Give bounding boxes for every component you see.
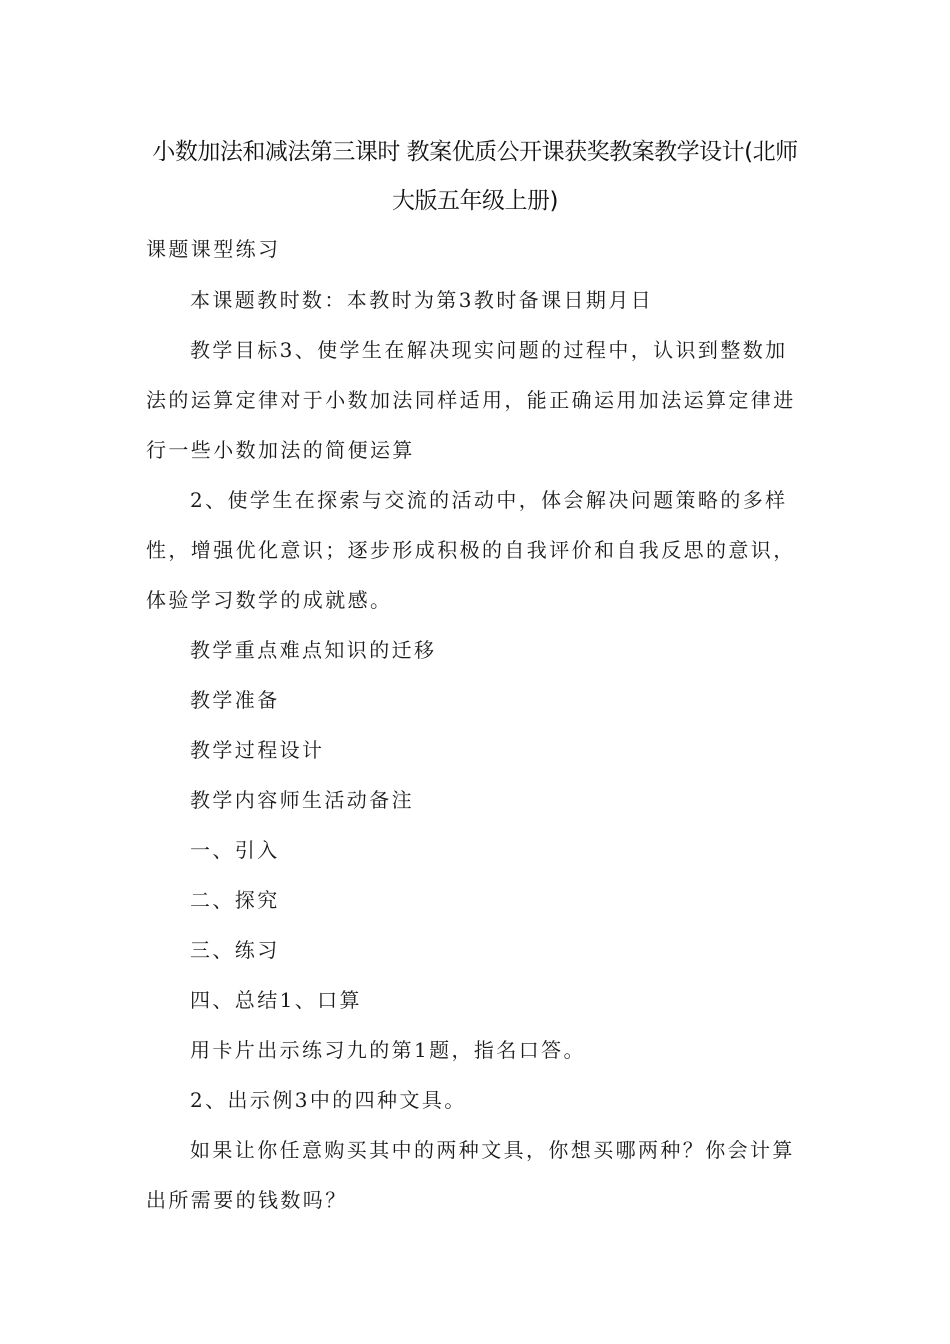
card-exercise-line: 用卡片出示练习九的第1题，指名口答。 — [190, 1038, 586, 1062]
document-title-line-1: 小数加法和减法第三课时 教案优质公开课获奖教案教学设计(北师 — [152, 139, 798, 165]
objective-2-paragraph-line: 性，增强优化意识；逐步形成积极的自我评价和自我反思的意识， — [146, 538, 796, 562]
objective-2-paragraph-line: 2、使学生在探索与交流的活动中，体会解决问题策略的多样 — [190, 488, 788, 512]
lesson-count-line: 本课题教时数：本教时为第3教时备课日期月日 — [190, 288, 654, 312]
document-title-line-2: 大版五年级上册) — [392, 188, 558, 214]
question-paragraph-line: 如果让你任意购买其中的两种文具，你想买哪两种？你会计算 — [190, 1138, 795, 1162]
content-header-line: 教学内容师生活动备注 — [190, 788, 414, 812]
process-design-line: 教学过程设计 — [190, 738, 325, 762]
section-practice-line: 三、练习 — [190, 938, 280, 962]
objective-paragraph-line: 法的运算定律对于小数加法同样适用，能正确运用加法运算定律进 — [146, 388, 796, 412]
section-intro-line: 一、引入 — [190, 838, 280, 862]
objective-paragraph-line: 行一些小数加法的简便运算 — [146, 438, 415, 462]
example-line: 2、出示例3中的四种文具。 — [190, 1088, 467, 1112]
question-paragraph-line: 出所需要的钱数吗？ — [146, 1188, 348, 1212]
section-summary-line: 四、总结1、口算 — [190, 988, 362, 1012]
preparation-line: 教学准备 — [190, 688, 280, 712]
objective-2-paragraph-line: 体验学习数学的成就感。 — [146, 588, 393, 612]
course-type-line: 课题课型练习 — [146, 237, 281, 261]
objective-paragraph-line: 教学目标3、使学生在解决现实问题的过程中，认识到整数加 — [190, 338, 788, 362]
key-points-line: 教学重点难点知识的迁移 — [190, 638, 437, 662]
section-explore-line: 二、探究 — [190, 888, 280, 912]
